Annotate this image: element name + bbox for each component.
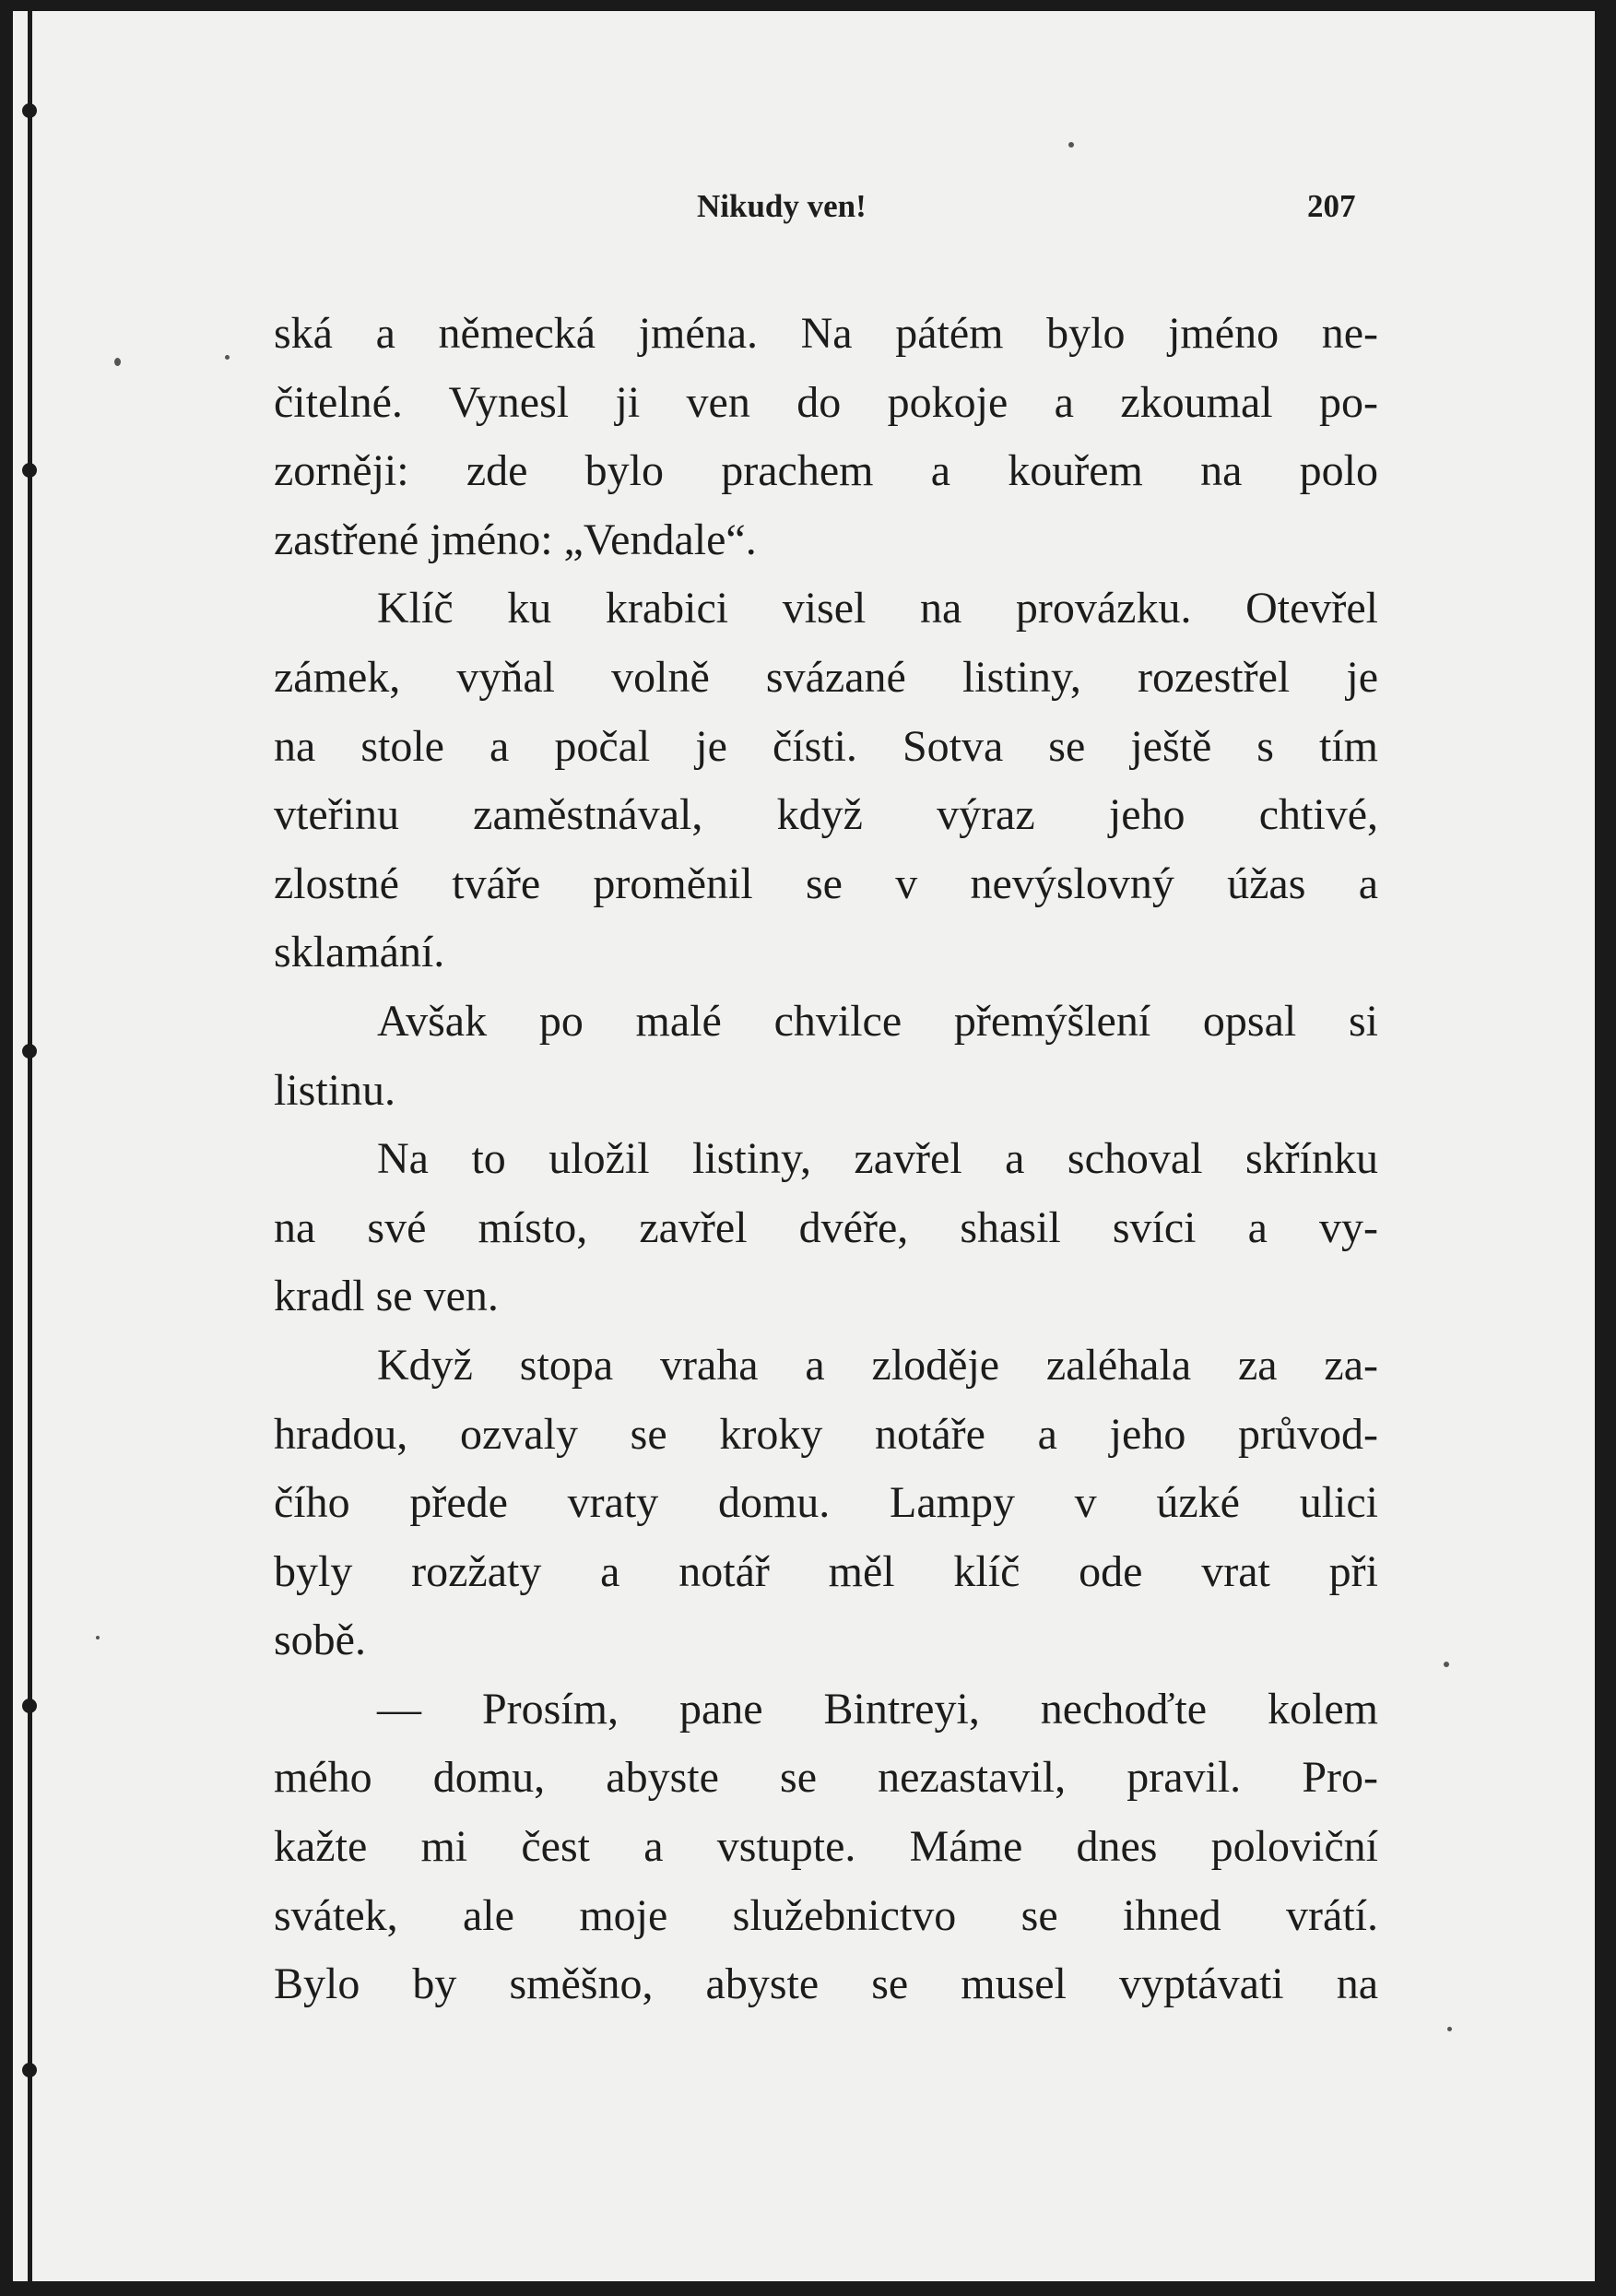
text-line: zastřené jméno: „Vendale“.	[274, 515, 757, 564]
text-line: na stole a počal je čísti. Sotva se ještě s tím	[274, 721, 1378, 771]
binding-mark	[22, 1698, 37, 1713]
paper-speck	[1444, 1662, 1449, 1667]
paper-speck	[225, 355, 230, 360]
paragraph	[274, 300, 1378, 574]
binding-mark	[22, 2063, 37, 2077]
text-line: čitelné. Vynesl ji ven do pokoje a zkoumal po-	[274, 377, 1378, 427]
text-line: Když stopa vraha a zloděje zaléhala za za-	[377, 1340, 1378, 1390]
book-page	[13, 11, 1595, 2281]
text-line: kažte mi čest a vstupte. Máme dnes poloviční	[274, 1822, 1378, 1872]
text-line: Klíč ku krabici visel na provázku. Otevřel	[377, 584, 1378, 633]
paper-speck	[114, 358, 121, 366]
text-line: Bylo by směšno, abyste se musel vyptávati na	[274, 1959, 1378, 2009]
paragraph	[274, 1675, 1378, 2019]
paper-speck	[1447, 2027, 1452, 2031]
binding-mark	[22, 103, 37, 118]
text-line: mého domu, abyste se nezastavil, pravil. Pro-	[274, 1753, 1378, 1803]
paragraph	[274, 988, 1378, 1125]
text-line: zámek, vyňal volně svázané listiny, rozestřel je	[274, 652, 1378, 702]
paper-speck	[1068, 142, 1074, 148]
running-title: Nikudy ven!	[697, 188, 867, 224]
text-line: čího přede vraty domu. Lampy v úzké ulici	[274, 1478, 1378, 1528]
page-number: 207	[1307, 188, 1356, 224]
paragraph	[274, 574, 1378, 988]
page-header	[13, 188, 1595, 234]
text-line: kradl se ven.	[274, 1272, 499, 1321]
text-line: listinu.	[274, 1065, 396, 1115]
text-line: hradou, ozvaly se kroky notáře a jeho průvod-	[274, 1409, 1378, 1459]
text-line: zorněji: zde bylo prachem a kouřem na polo	[274, 446, 1378, 496]
paragraph	[274, 1125, 1378, 1331]
paragraph	[274, 1331, 1378, 1675]
body-text	[274, 300, 1378, 2019]
text-line: vteřinu zaměstnával, když výraz jeho chtivé,	[274, 790, 1378, 840]
binding-mark	[22, 463, 37, 478]
text-line: byly rozžaty a notář měl klíč ode vrat při	[274, 1546, 1378, 1596]
binding-mark	[22, 1044, 37, 1059]
text-line: — Prosím, pane Bintreyi, nechoďte kolem	[377, 1684, 1378, 1734]
text-line: ská a německá jména. Na pátém bylo jméno ne-	[274, 309, 1378, 358]
text-line: sklamání.	[274, 928, 445, 977]
text-line: svátek, ale moje služebnictvo se ihned vrátí.	[274, 1890, 1378, 1940]
text-line: zlostné tváře proměnil se v nevýslovný úžas a	[274, 858, 1378, 908]
text-line: na své místo, zavřel dvéře, shasil svíci a vy-	[274, 1202, 1378, 1252]
text-line: sobě.	[274, 1615, 366, 1665]
text-line: Na to uložil listiny, zavřel a schoval skřínku	[377, 1134, 1378, 1184]
paper-speck	[96, 1636, 100, 1639]
text-line: Avšak po malé chvilce přemýšlení opsal si	[377, 996, 1378, 1046]
binding-edge	[28, 11, 32, 2281]
